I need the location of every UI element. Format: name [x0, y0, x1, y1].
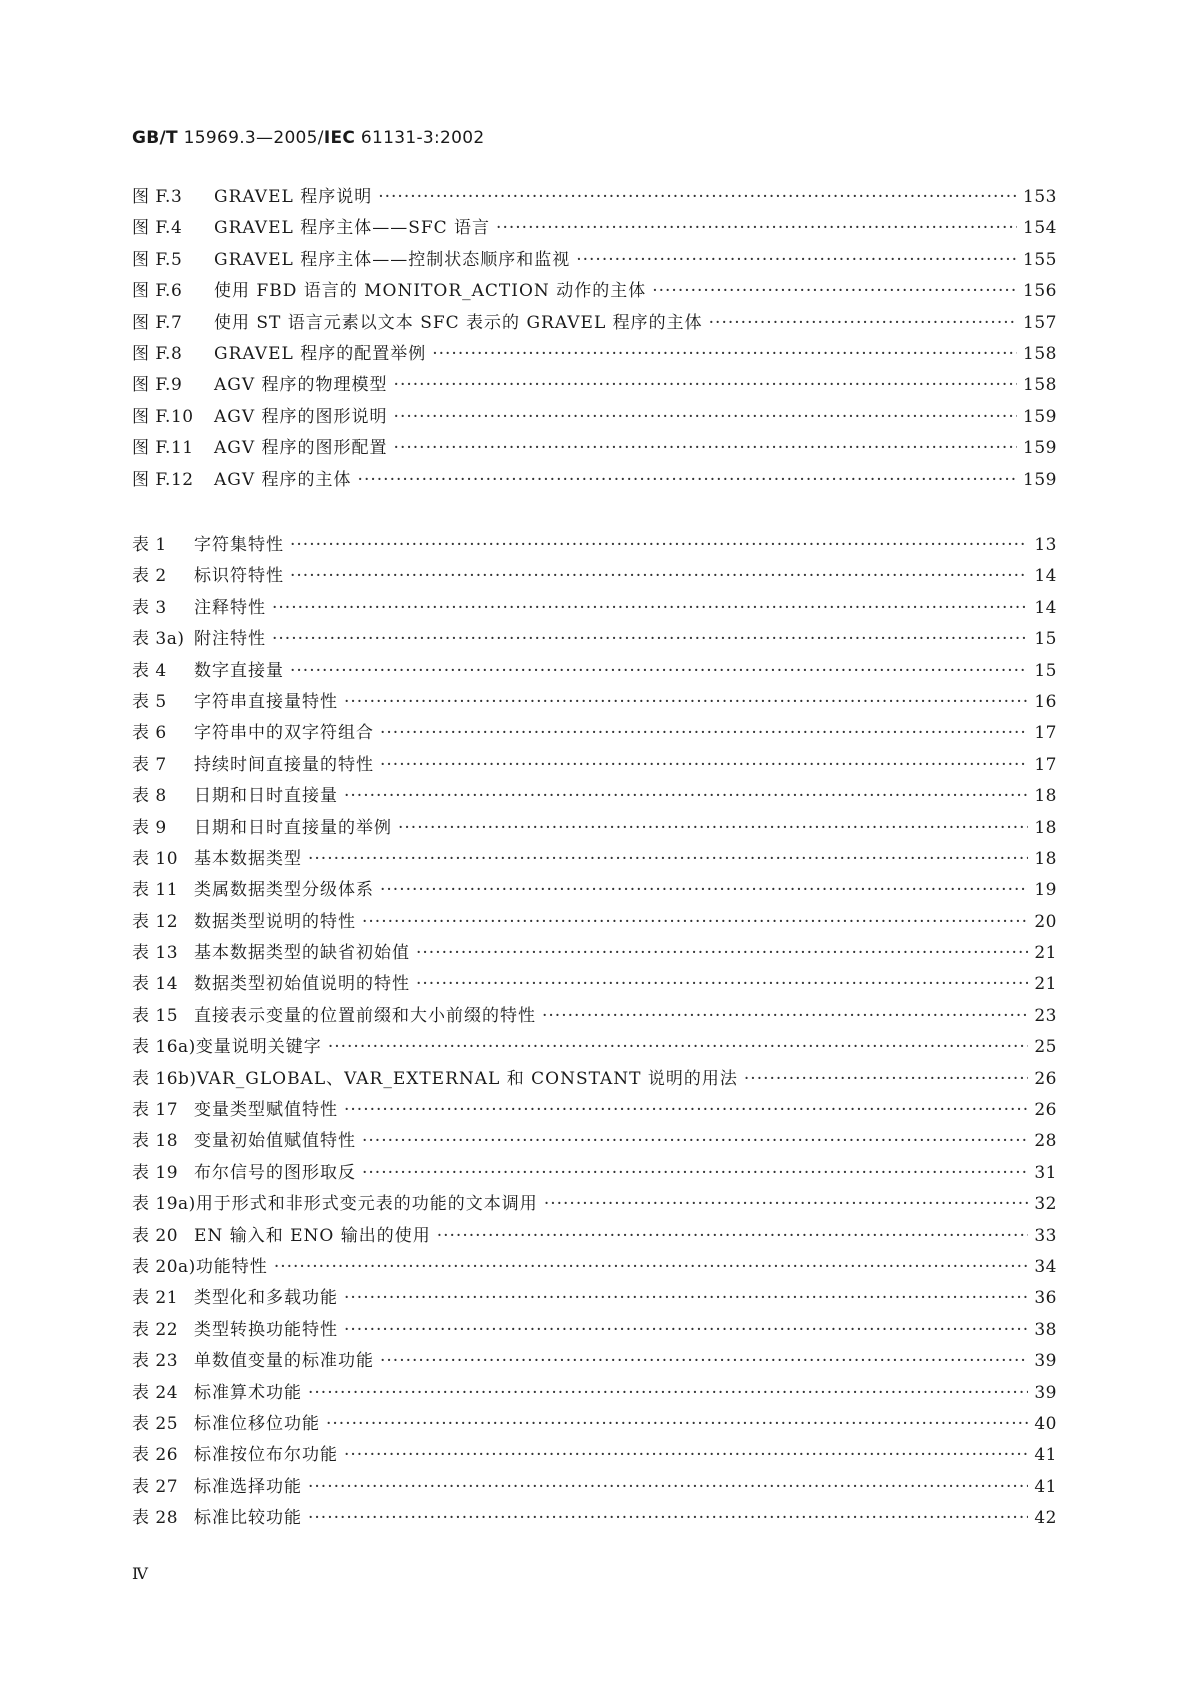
- toc-entry[interactable]: [132, 1064, 1057, 1095]
- toc-entry[interactable]: [132, 969, 1057, 1000]
- dot-leader: [380, 750, 1028, 781]
- dot-leader: [362, 1126, 1028, 1157]
- entry-page: 28: [1034, 1131, 1057, 1152]
- dot-leader: [378, 182, 1017, 213]
- entry-number: 表 21: [132, 1288, 179, 1309]
- entry-number: 表 20: [132, 1225, 179, 1246]
- dot-leader: [432, 339, 1017, 370]
- entry-page: 18: [1034, 817, 1057, 838]
- entry-page: 17: [1034, 754, 1057, 775]
- entry-title: 日期和日时直接量的举例: [194, 817, 392, 838]
- dot-leader: [290, 656, 1028, 687]
- entry-title: EN 输入和 ENO 输出的使用: [194, 1225, 431, 1246]
- entry-page: 14: [1034, 597, 1057, 618]
- dot-leader: [308, 1472, 1028, 1503]
- entry-page: 18: [1034, 786, 1057, 807]
- toc-entry[interactable]: [132, 1378, 1057, 1409]
- toc-entry[interactable]: [132, 907, 1057, 938]
- entry-number: 图 F.6: [132, 281, 183, 302]
- toc-entry[interactable]: [132, 938, 1057, 969]
- entry-title: 标识符特性: [194, 566, 284, 587]
- entry-page: 158: [1023, 343, 1057, 364]
- entry-number: 表 15: [132, 1005, 179, 1026]
- toc-entry[interactable]: [132, 1409, 1057, 1440]
- iec-code: IEC: [323, 128, 356, 148]
- entry-title: 标准按位布尔功能: [194, 1445, 338, 1466]
- toc-entry[interactable]: [132, 1095, 1057, 1126]
- entry-title: 字符串直接量特性: [194, 691, 338, 712]
- entry-page: 34: [1034, 1256, 1057, 1277]
- entry-number: 表 20a): [132, 1256, 196, 1277]
- entry-title: 注释特性: [194, 597, 266, 618]
- toc-entry[interactable]: [132, 530, 1057, 561]
- entry-title: 变量说明关键字: [195, 1037, 322, 1058]
- entry-number: 表 18: [132, 1131, 179, 1152]
- entry-page: 159: [1023, 406, 1057, 427]
- entry-number: 表 1: [132, 535, 167, 555]
- entry-title: 标准比较功能: [194, 1508, 302, 1529]
- dot-leader: [544, 1189, 1029, 1220]
- entry-page: 159: [1023, 438, 1057, 459]
- entry-number: 图 F.3: [132, 187, 183, 207]
- dot-leader: [290, 530, 1028, 561]
- entry-number: 表 26: [132, 1445, 179, 1466]
- entry-number: 表 19: [132, 1162, 179, 1183]
- entry-page: 19: [1034, 880, 1057, 901]
- toc-entry[interactable]: [132, 875, 1057, 906]
- dot-leader: [542, 1001, 1028, 1032]
- entry-page: 25: [1034, 1037, 1057, 1058]
- entry-number: 表 19a): [132, 1194, 196, 1215]
- entry-page: 33: [1034, 1225, 1057, 1246]
- toc-entry[interactable]: [132, 844, 1057, 875]
- entry-number: 表 16a): [132, 1037, 196, 1058]
- entry-number: 表 22: [132, 1319, 179, 1340]
- entry-number: 表 2: [132, 566, 167, 587]
- entry-page: 23: [1034, 1005, 1057, 1026]
- toc-entry[interactable]: [132, 433, 1057, 464]
- entry-title: 持续时间直接量的特性: [194, 754, 374, 775]
- dot-leader: [380, 1346, 1028, 1377]
- entry-page: 158: [1023, 375, 1057, 396]
- dot-leader: [394, 433, 1018, 464]
- dot-leader: [394, 370, 1018, 401]
- entry-number: 表 6: [132, 723, 167, 744]
- dot-leader: [380, 718, 1028, 749]
- entry-title: 字符串中的双字符组合: [194, 723, 374, 744]
- entry-title: AGV 程序的主体: [214, 469, 352, 490]
- toc-entry[interactable]: [132, 813, 1057, 844]
- dot-leader: [328, 1032, 1029, 1063]
- entry-number: 表 9: [132, 817, 167, 838]
- entry-title: 功能特性: [195, 1256, 268, 1277]
- toc-entry[interactable]: [132, 781, 1057, 812]
- entry-page: 41: [1034, 1445, 1057, 1466]
- toc-entry[interactable]: [132, 1158, 1057, 1189]
- entry-number: 图 F.10: [132, 406, 194, 427]
- dot-leader: [308, 844, 1028, 875]
- entry-page: 154: [1023, 218, 1057, 239]
- entry-number: 表 25: [132, 1413, 179, 1434]
- dot-leader: [496, 213, 1017, 244]
- toc-entry[interactable]: [132, 402, 1057, 433]
- entry-page: 36: [1034, 1288, 1057, 1309]
- entry-page: 38: [1034, 1319, 1057, 1340]
- entry-page: 41: [1034, 1476, 1057, 1497]
- dot-leader: [274, 1252, 1029, 1283]
- entry-number: 表 27: [132, 1476, 179, 1497]
- dot-leader: [290, 561, 1028, 592]
- dot-leader: [272, 624, 1028, 655]
- entry-title: 附注特性: [194, 629, 266, 650]
- page-number: Ⅳ: [132, 1564, 148, 1583]
- entry-page: 20: [1034, 911, 1057, 932]
- entry-page: 15: [1034, 660, 1057, 681]
- toc-entry[interactable]: [132, 465, 1057, 496]
- toc-entry[interactable]: [132, 1001, 1057, 1032]
- toc-entry[interactable]: [132, 1315, 1057, 1346]
- entry-page: 156: [1023, 281, 1057, 302]
- entry-page: 155: [1023, 249, 1057, 270]
- toc-entry[interactable]: [132, 1252, 1057, 1283]
- entry-title: AGV 程序的物理模型: [214, 375, 388, 396]
- entry-page: 39: [1034, 1382, 1057, 1403]
- dot-leader: [709, 308, 1017, 339]
- toc-entry[interactable]: [132, 1126, 1057, 1157]
- toc-entry[interactable]: [132, 687, 1057, 718]
- dot-leader: [362, 1158, 1028, 1189]
- entry-number: 图 F.9: [132, 375, 183, 396]
- dot-leader: [344, 1440, 1028, 1471]
- entry-title: 基本数据类型: [194, 848, 302, 869]
- toc-entry[interactable]: [132, 308, 1057, 339]
- entry-number: 图 F.12: [132, 469, 194, 490]
- toc-entry[interactable]: [132, 624, 1057, 655]
- entry-title: 变量类型赋值特性: [194, 1100, 338, 1121]
- entry-number: 表 14: [132, 974, 179, 995]
- entry-page: 42: [1034, 1508, 1057, 1529]
- toc-entry[interactable]: [132, 1283, 1057, 1314]
- entry-title: 标准位移位功能: [194, 1413, 320, 1434]
- entry-title: 数据类型说明的特性: [194, 911, 356, 932]
- toc-entry[interactable]: [132, 1440, 1057, 1471]
- dot-leader: [416, 938, 1028, 969]
- standard-code: GB/T: [132, 128, 178, 148]
- entry-title: 类属数据类型分级体系: [194, 880, 374, 901]
- toc-entry[interactable]: [132, 750, 1057, 781]
- toc-entry[interactable]: [132, 1472, 1057, 1503]
- dot-leader: [272, 593, 1028, 624]
- entry-title: GRAVEL 程序主体——控制状态顺序和监视: [214, 249, 571, 270]
- entry-title: 类型转换功能特性: [194, 1319, 338, 1340]
- entry-title: GRAVEL 程序说明: [214, 187, 373, 207]
- entry-number: 表 4: [132, 660, 167, 681]
- entry-title: AGV 程序的图形说明: [214, 406, 388, 427]
- dot-leader: [576, 245, 1017, 276]
- dot-leader: [652, 276, 1017, 307]
- dot-leader: [308, 1378, 1028, 1409]
- entry-title: 数字直接量: [194, 660, 284, 681]
- entry-number: 表 3a): [132, 629, 185, 650]
- entry-number: 表 28: [132, 1508, 179, 1529]
- entry-number: 表 17: [132, 1100, 179, 1121]
- entry-number: 表 23: [132, 1351, 179, 1372]
- toc-entry[interactable]: [132, 182, 1057, 213]
- toc-entry[interactable]: [132, 276, 1057, 307]
- entry-title: 数据类型初始值说明的特性: [194, 974, 410, 995]
- toc-entry[interactable]: [132, 1032, 1057, 1063]
- dot-leader: [358, 465, 1018, 496]
- entry-title: 布尔信号的图形取反: [194, 1162, 356, 1183]
- entry-number: 表 5: [132, 691, 167, 712]
- dot-leader: [398, 813, 1028, 844]
- entry-title: 字符集特性: [194, 535, 284, 555]
- entry-page: 31: [1034, 1162, 1057, 1183]
- table-list: [132, 530, 1057, 1535]
- entry-page: 39: [1034, 1351, 1057, 1372]
- dot-leader: [308, 1503, 1028, 1534]
- toc-entry[interactable]: [132, 370, 1057, 401]
- toc-entry[interactable]: [132, 339, 1057, 370]
- entry-page: 40: [1034, 1413, 1057, 1434]
- toc-entry[interactable]: [132, 213, 1057, 244]
- entry-page: 14: [1034, 566, 1057, 587]
- entry-number: 图 F.8: [132, 343, 183, 364]
- page-header: [132, 128, 484, 148]
- entry-page: 26: [1034, 1068, 1057, 1089]
- entry-number: 图 F.4: [132, 218, 183, 239]
- entry-page: 13: [1034, 535, 1057, 555]
- entry-title: 标准选择功能: [194, 1476, 302, 1497]
- entry-number: 图 F.11: [132, 438, 194, 459]
- entry-page: 18: [1034, 848, 1057, 869]
- entry-page: 17: [1034, 723, 1057, 744]
- entry-number: 表 12: [132, 911, 179, 932]
- standard-number: 15969.3—2005/: [177, 128, 324, 148]
- entry-page: 159: [1023, 469, 1057, 490]
- entry-page: 21: [1034, 943, 1057, 964]
- entry-title: VAR_GLOBAL、VAR_EXTERNAL 和 CONSTANT 说明的用法: [196, 1068, 738, 1089]
- dot-leader: [326, 1409, 1028, 1440]
- entry-title: 使用 FBD 语言的 MONITOR_ACTION 动作的主体: [214, 281, 647, 302]
- entry-number: 表 24: [132, 1382, 179, 1403]
- toc-entry[interactable]: [132, 1221, 1057, 1252]
- dot-leader: [394, 402, 1018, 433]
- entry-title: 变量初始值赋值特性: [194, 1131, 356, 1152]
- dot-leader: [744, 1064, 1028, 1095]
- toc-entry[interactable]: [132, 593, 1057, 624]
- toc-entry[interactable]: [132, 1189, 1057, 1220]
- toc-entry[interactable]: [132, 245, 1057, 276]
- dot-leader: [344, 1283, 1028, 1314]
- entry-page: 16: [1034, 691, 1057, 712]
- entry-title: 使用 ST 语言元素以文本 SFC 表示的 GRAVEL 程序的主体: [214, 312, 703, 333]
- dot-leader: [344, 1315, 1028, 1346]
- entry-title: 基本数据类型的缺省初始值: [194, 943, 410, 964]
- entry-number: 图 F.7: [132, 312, 183, 333]
- entry-title: AGV 程序的图形配置: [214, 438, 388, 459]
- entry-number: 表 3: [132, 597, 167, 618]
- entry-number: 表 7: [132, 754, 167, 775]
- entry-page: 157: [1023, 312, 1057, 333]
- dot-leader: [344, 1095, 1028, 1126]
- entry-number: 表 11: [132, 880, 179, 901]
- entry-number: 表 8: [132, 786, 167, 807]
- entry-number: 表 13: [132, 943, 179, 964]
- dot-leader: [437, 1221, 1029, 1252]
- iec-number: 61131-3:2002: [355, 128, 485, 148]
- entry-page: 153: [1023, 187, 1057, 207]
- entry-title: 用于形式和非形式变元表的功能的文本调用: [195, 1194, 538, 1215]
- entry-number: 表 10: [132, 848, 179, 869]
- entry-title: GRAVEL 程序主体——SFC 语言: [214, 218, 491, 239]
- entry-title: 类型化和多载功能: [194, 1288, 338, 1309]
- toc-entry[interactable]: [132, 656, 1057, 687]
- toc-entry[interactable]: [132, 1503, 1057, 1534]
- entry-title: 直接表示变量的位置前缀和大小前缀的特性: [194, 1005, 536, 1026]
- entry-number: 图 F.5: [132, 249, 183, 270]
- entry-page: 21: [1034, 974, 1057, 995]
- entry-number: 表 16b): [132, 1068, 197, 1089]
- dot-leader: [380, 875, 1028, 906]
- dot-leader: [362, 907, 1028, 938]
- entry-page: 26: [1034, 1100, 1057, 1121]
- toc-entry[interactable]: [132, 718, 1057, 749]
- entry-title: GRAVEL 程序的配置举例: [214, 343, 427, 364]
- dot-leader: [344, 781, 1028, 812]
- dot-leader: [416, 969, 1028, 1000]
- entry-title: 单数值变量的标准功能: [194, 1351, 374, 1372]
- entry-page: 15: [1034, 629, 1057, 650]
- toc-entry[interactable]: [132, 561, 1057, 592]
- entry-title: 日期和日时直接量: [194, 786, 338, 807]
- entry-page: 32: [1034, 1194, 1057, 1215]
- entry-title: 标准算术功能: [194, 1382, 302, 1403]
- figure-list: [132, 182, 1057, 496]
- toc-entry[interactable]: [132, 1346, 1057, 1377]
- dot-leader: [344, 687, 1028, 718]
